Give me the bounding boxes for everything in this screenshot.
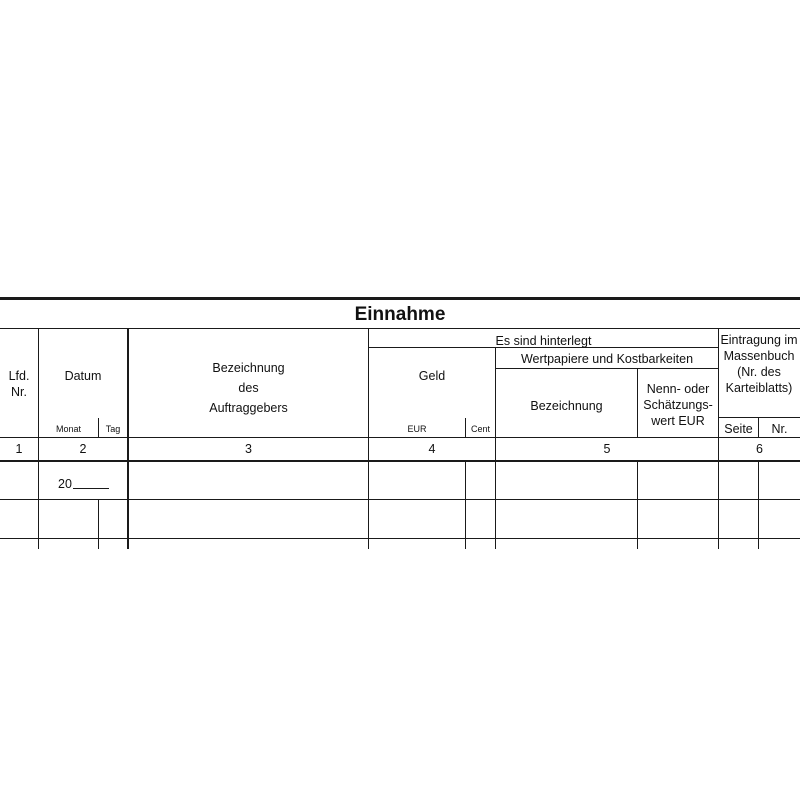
- header-lfd-nr: Lfd. Nr.: [8, 369, 30, 399]
- column-number-1: 1: [15, 442, 23, 456]
- column-number-6: 6: [756, 442, 763, 456]
- col-line-auftraggeber: [368, 329, 369, 549]
- header-nr: Nr.: [771, 422, 788, 436]
- seite-nr-top-line: [718, 417, 800, 418]
- column-number-3: 3: [245, 442, 252, 456]
- header-seite: Seite: [724, 422, 753, 436]
- title-underline: [0, 328, 800, 329]
- col-line-seite-nr-rows: [758, 462, 759, 549]
- header-bezeichnung-auftraggeber: Bezeichnung des Auftraggebers: [209, 361, 288, 415]
- form-title: Einnahme: [354, 304, 446, 325]
- top-thick-rule: [0, 297, 800, 300]
- numbers-bottom-line: [0, 460, 800, 462]
- col-line-nennwert-rows: [637, 462, 638, 549]
- col-line-eur-cent-rows: [465, 462, 466, 549]
- header-datum: Datum: [64, 369, 102, 383]
- header-geld: Geld: [418, 369, 446, 383]
- year-blank-line[interactable]: [73, 488, 109, 489]
- row-line-2: [0, 538, 800, 539]
- header-bezeichnung: Bezeichnung: [530, 399, 603, 413]
- column-number-2: 2: [79, 442, 87, 456]
- header-eintragung-massenbuch: Eintragung im Massenbuch (Nr. des Karteiblatts): [720, 333, 798, 395]
- header-tag: Tag: [105, 424, 121, 434]
- header-eur: EUR: [407, 424, 427, 434]
- column-number-4: 4: [428, 442, 436, 456]
- col-line-lfd: [38, 329, 39, 549]
- header-monat: Monat: [55, 424, 81, 434]
- header-cent: Cent: [470, 424, 490, 434]
- header-wertpapiere: Wertpapiere und Kostbarkeiten: [520, 352, 694, 366]
- header-es-sind-hinterlegt: Es sind hinterlegt: [495, 334, 592, 348]
- column-number-5: 5: [603, 442, 611, 456]
- year-prefix: 20: [58, 477, 72, 491]
- col-line-monat-tag-rows: [98, 499, 99, 549]
- header-bottom-line: [0, 437, 800, 438]
- header-nennwert: Nenn- oder Schätzungs- wert EUR: [643, 382, 713, 428]
- row-line-1: [0, 499, 800, 500]
- wertpapiere-underline: [496, 368, 718, 369]
